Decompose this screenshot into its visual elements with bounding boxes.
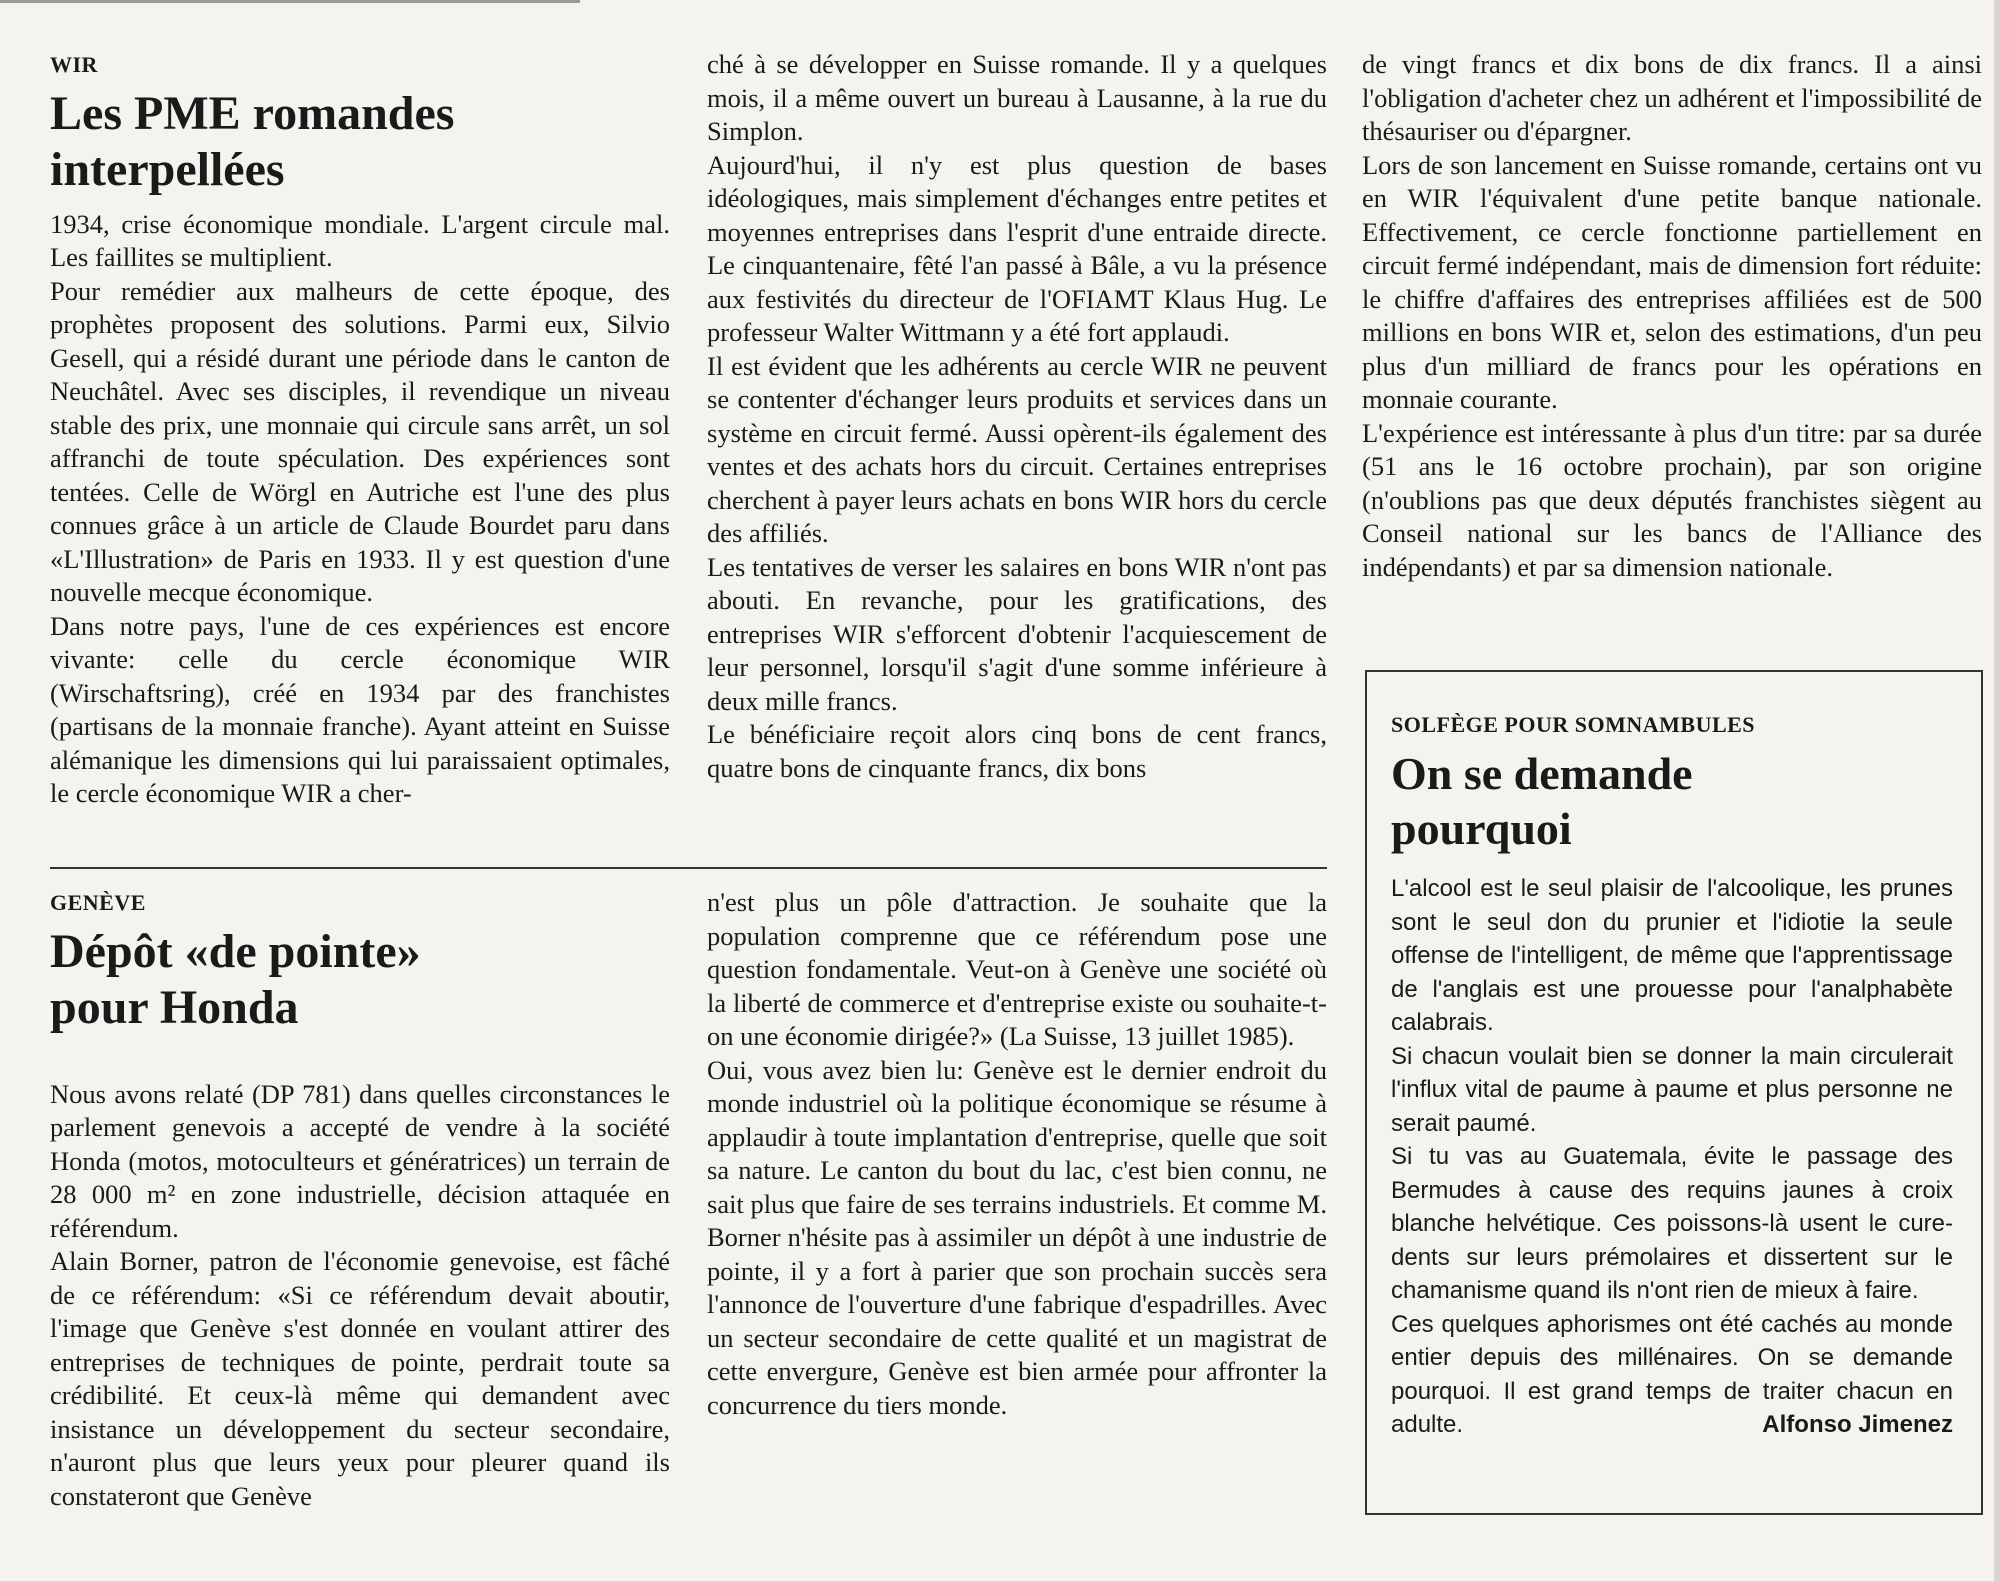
wir-paragraph: Dans notre pays, l'une de ces expériences est encore vivante: celle du cercle économique WIR (Wirschaftsring), créé en 1934 par des franchistes (partisans de la monnaie franche). Ayant atteint en Suisse alémanique les dimensions qui lui paraissaient optimales, le cercle économique WIR a cher- <box>50 610 670 808</box>
box-headline: On se demande pourquoi <box>1391 748 1693 854</box>
wir-paragraph: Lors de son lancement en Suisse romande, certains ont vu en WIR l'équivalent d'une petite banque nationale. Effectivement, ce cercle fonctionne partiellement en circuit fermé indépendant, mais de dimension fort réduite: le chiffre d'affaires des entreprises affiliées est de 500 millions en bons WIR et, selon des estimations, d'un peu plus d'un milliard de francs pour les opérations en monnaie courante. <box>1362 149 1982 414</box>
wir-paragraph: 1934, crise économique mondiale. L'argent circule mal. Les faillites se multiplient. <box>50 208 670 272</box>
wir-paragraph: L'expérience est intéressante à plus d'un titre: par sa durée (51 ans le 16 octobre prochain), par son origine (n'oublions pas que deux députés franchistes siègent au Conseil national sur les bancs de l'Alliance des indépendants) et par sa dimension nationale. <box>1362 417 1982 582</box>
geneve-paragraph: Alain Borner, patron de l'économie genevoise, est fâché de ce référendum: «Si ce référendum devait aboutir, l'image que Genève s'est donnée en voulant attirer des entreprises de techniques de pointe, perdrait toute sa crédibilité. Et ceux-là même qui demandent avec insistance un développement du secteur secondaire, n'auront plus que leurs yeux pour pleurer quand ils constateront que Genève <box>50 1246 670 1511</box>
author-signature: Alfonso Jimenez <box>1762 1411 1953 1438</box>
wir-paragraph: Aujourd'hui, il n'y est plus question de bases idéologiques, mais simplement d'échanges entre petites et moyennes entreprises dans l'esprit d'une entraide directe. Le cinquantenaire, fêté l'an passé à Bâle, a vu la présence aux festivités du directeur de l'OFIAMT Klaus Hug. Le professeur Walter Wittmann y a été fort applaudi. <box>707 149 1327 347</box>
page-edge <box>1994 0 2000 1581</box>
box-paragraph: Si tu vas au Guatemala, évite le passage des Bermudes à cause des requins jaunes à croix blanche helvétique. Ces poissons-là usent le cure-dents sur leurs prémolaires et dissertent sur le chamanisme quand ils n'ont rien de mieux à faire. <box>1391 1143 1953 1304</box>
box-body <box>1391 872 1953 1442</box>
section-divider <box>50 867 1327 869</box>
box-paragraph: Si chacun voulait bien se donner la main circulerait l'influx vital de paume à paume et plus personne ne serait paumé. <box>1391 1042 1953 1137</box>
geneve-kicker: GENÈVE <box>50 890 146 915</box>
wir-column-1 <box>50 48 670 811</box>
geneve-headline: Dépôt «de pointe» pour Honda <box>50 924 421 1034</box>
top-border-line <box>0 0 580 3</box>
wir-paragraph: Les tentatives de verser les salaires en bons WIR n'ont pas abouti. En revanche, pour les gratifications, des entreprises WIR s'efforcent d'obtenir l'acquiescement de leur personnel, lorsqu'il s'agit d'une somme inférieure à deux mille francs. <box>707 551 1327 716</box>
box-paragraph: L'alcool est le seul plaisir de l'alcoolique, les prunes sont le seul don du prunier et l'idiotie la seule offense de l'intelligent, de même que l'apprentissage de l'anglais est une prouesse pour l'analphabète calabrais. <box>1391 875 1953 1036</box>
box-paragraph <box>1391 1308 1953 1442</box>
geneve-column-2 <box>707 886 1327 1422</box>
wir-column-3 <box>1362 48 1982 584</box>
wir-kicker: WIR <box>50 52 98 77</box>
geneve-column-1 <box>50 886 670 1513</box>
geneve-paragraph: n'est plus un pôle d'attraction. Je souhaite que la population comprenne que ce référendum pose une question fondamentale. Veut-on à Genève une société où la liberté de commerce et d'entreprise existe ou souhaite-t-on une économie dirigée?» (La Suisse, 13 juillet 1985). <box>707 887 1327 1051</box>
geneve-paragraph: Nous avons relaté (DP 781) dans quelles circonstances le parlement genevois a accepté de vendre à la société Honda (motos, motoculteurs et génératrices) un terrain de 28 000 m² en zone industrielle, décision attaquée en référendum. <box>50 1078 670 1243</box>
geneve-paragraph: Oui, vous avez bien lu: Genève est le dernier endroit du monde industriel où la politique économique se résume à applaudir à toute implantation d'entreprise, quelle que soit sa nature. Le canton du bout du lac, c'est bien connu, ne sait plus que faire de ses terrains industriels. Et comme M. Borner n'hésite pas à assimiler un dépôt à une industrie de pointe, il y a fort à parier que son prochain succès sera l'annonce de l'ouverture d'une fabrique d'espadrilles. Avec un secteur secondaire de cette qualité et un magistrat de cette envergure, Genève est bien armée pour affronter la concurrence du tiers monde. <box>707 1054 1327 1420</box>
aphorisms-box <box>1365 670 1983 1515</box>
wir-column-2 <box>707 48 1327 785</box>
wir-headline: Les PME romandes interpellées <box>50 86 455 196</box>
wir-paragraph: Pour remédier aux malheurs de cette époque, des prophètes proposent des solutions. Parmi eux, Silvio Gesell, qui a résidé durant une période dans le canton de Neuchâtel. Avec ses disciples, il revendique un niveau stable des prix, une monnaie qui circule sans arrêt, un sol affranchi de toute spéculation. Des expériences sont tentées. Celle de Wörgl en Autriche est l'une des plus connues grâce à un article de Claude Bourdet paru dans «L'Illustration» de Paris en 1933. Il y est question d'une nouvelle mecque économique. <box>50 275 670 607</box>
wir-paragraph: de vingt francs et dix bons de dix francs. Il a ainsi l'obligation d'acheter chez un adhérent et l'impossibilité de thésauriser ou d'épargner. <box>1362 49 1982 146</box>
wir-paragraph: Il est évident que les adhérents au cercle WIR ne peuvent se contenter d'échanger leurs produits et services dans un système en circuit fermé. Aussi opèrent-ils également des ventes et des achats hors du circuit. Certaines entreprises cherchent à payer leurs achats en bons WIR hors du cercle des affiliés. <box>707 350 1327 548</box>
box-kicker: SOLFÈGE POUR SOMNAMBULES <box>1391 712 1756 737</box>
wir-paragraph: Le bénéficiaire reçoit alors cinq bons de cent francs, quatre bons de cinquante francs, dix bons <box>707 719 1327 783</box>
box-paragraph-text: Ces quelques aphorismes ont été cachés au monde entier depuis des millénaires. On se demande pourquoi. Il est grand temps de traiter chacun en adulte. <box>1391 1310 1953 1438</box>
wir-paragraph: ché à se développer en Suisse romande. Il y a quelques mois, il a même ouvert un bureau à Lausanne, à la rue du Simplon. <box>707 49 1327 146</box>
